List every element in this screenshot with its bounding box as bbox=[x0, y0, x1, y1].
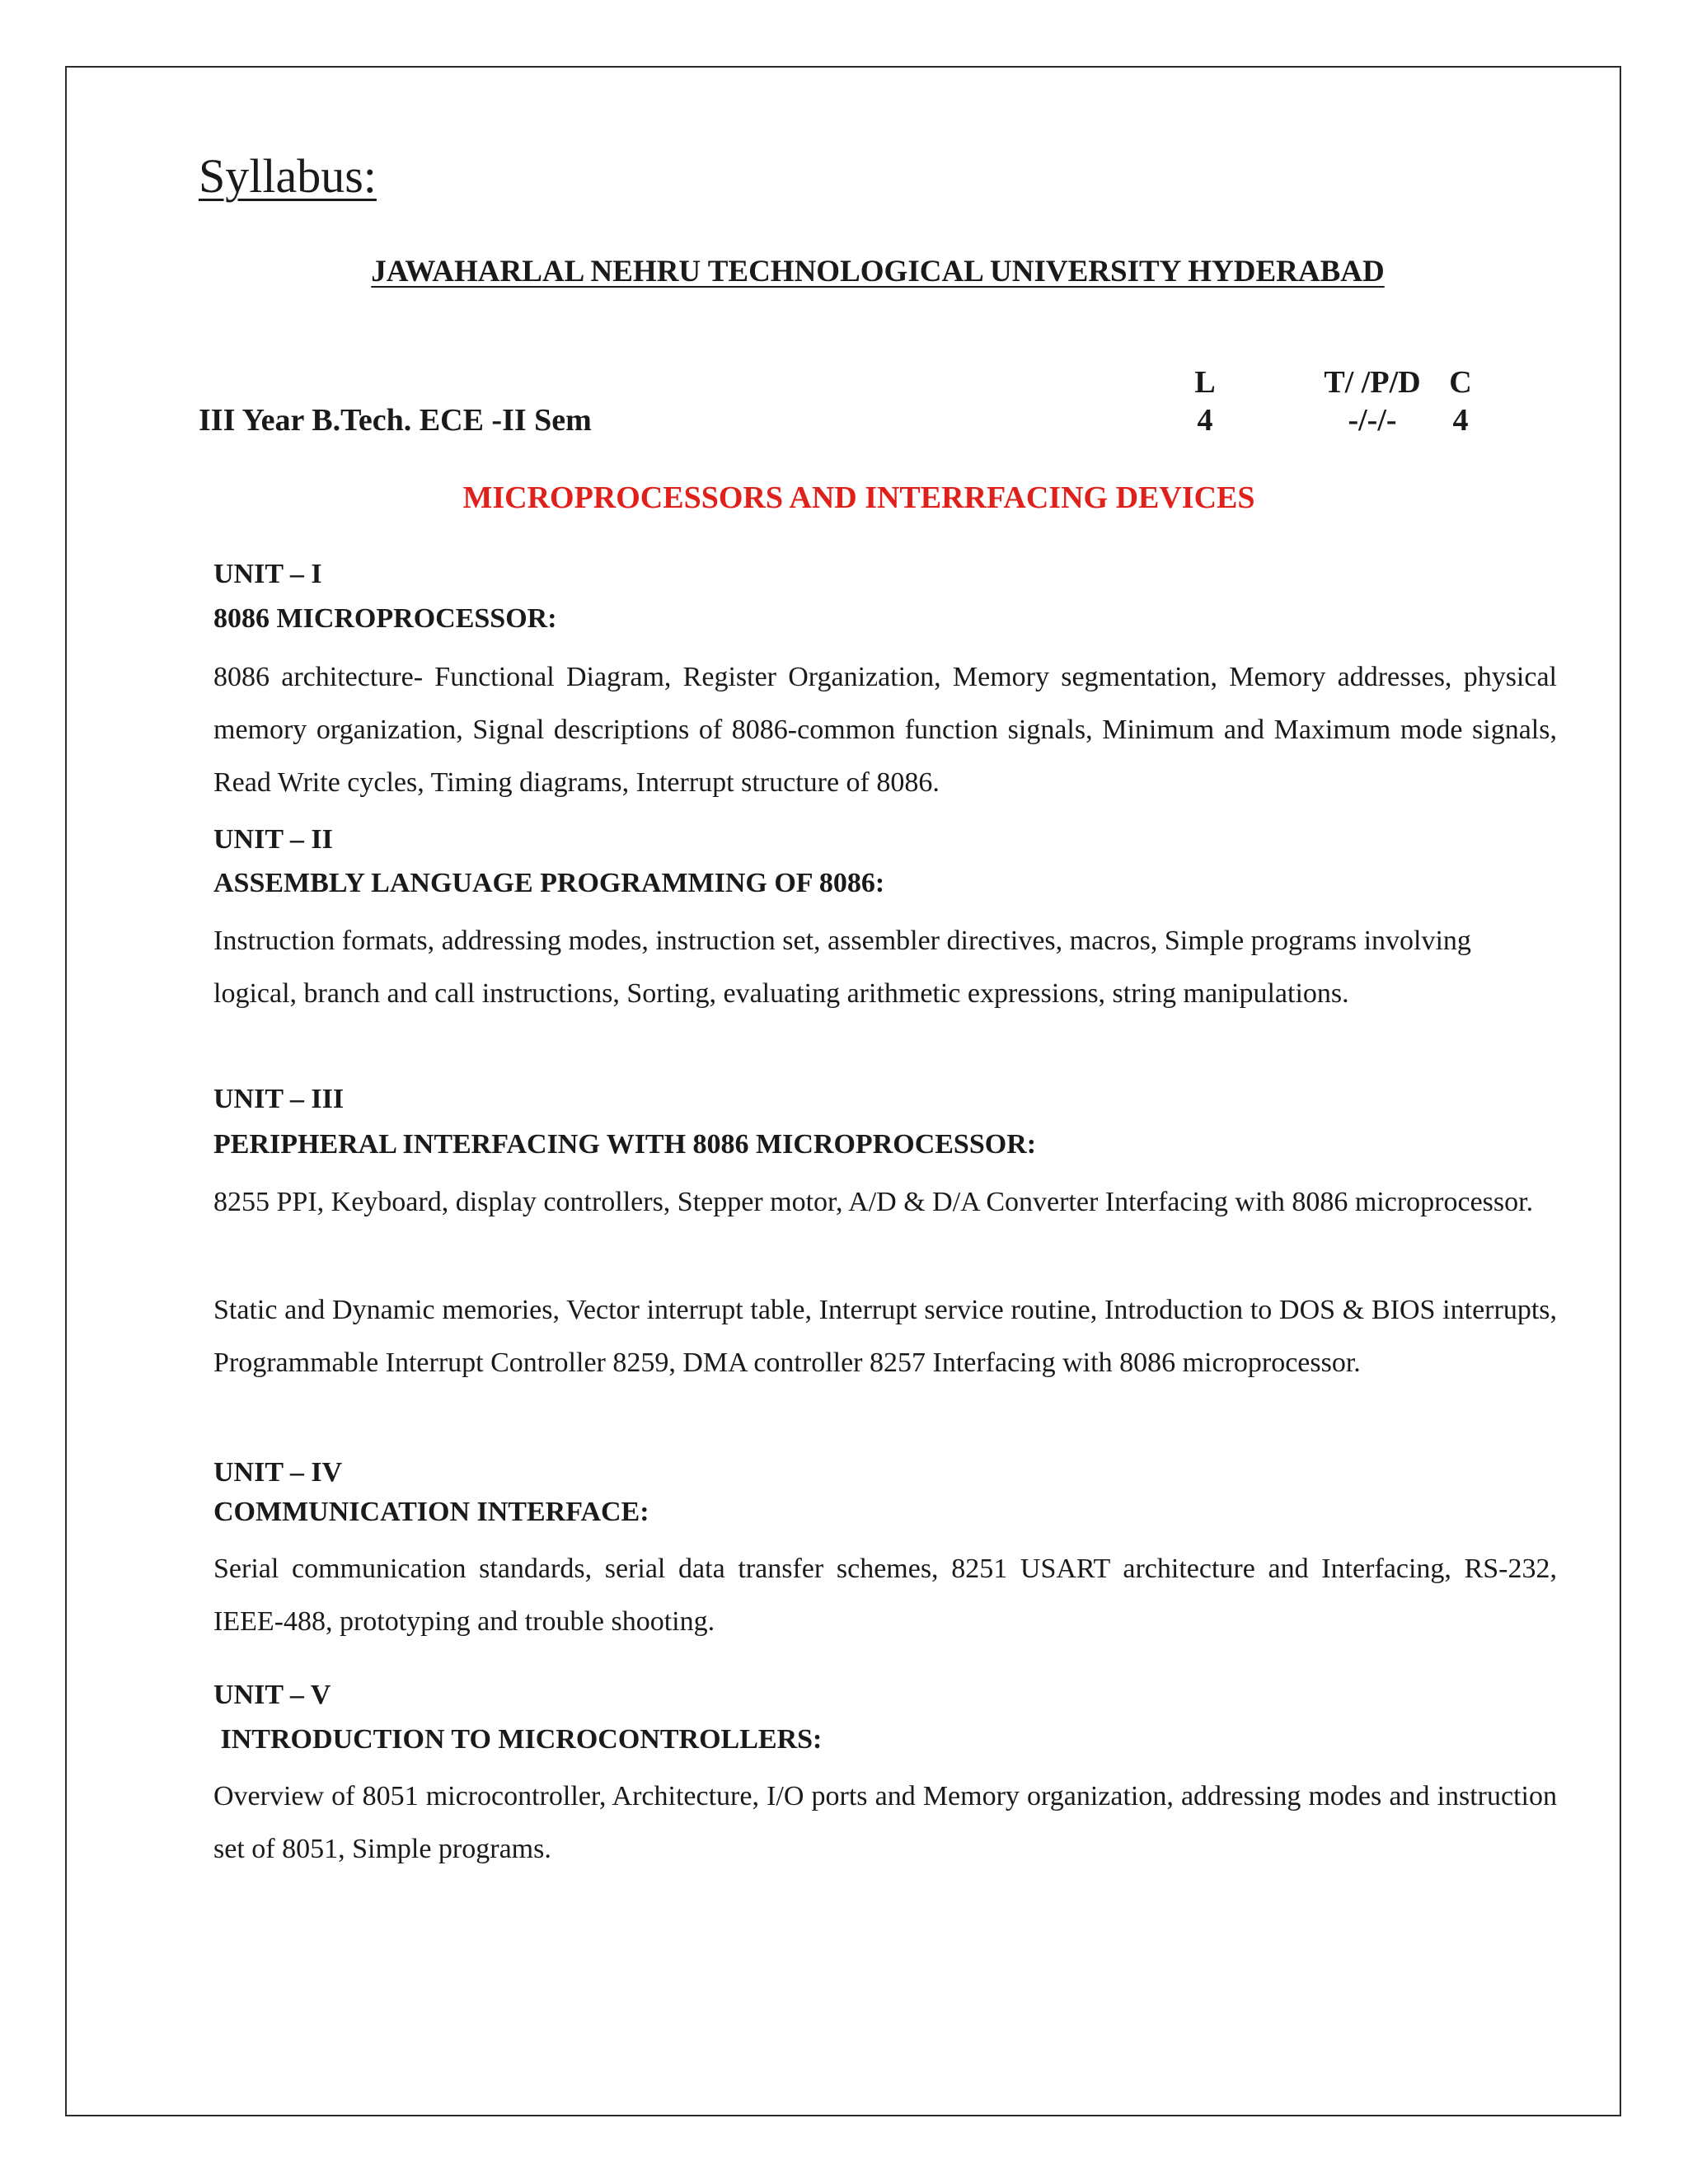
unit-1-label: UNIT – I bbox=[213, 559, 322, 589]
unit-5-label: UNIT – V bbox=[213, 1680, 331, 1710]
unit-4-title: COMMUNICATION INTERFACE: bbox=[213, 1497, 649, 1527]
unit-4-label: UNIT – IV bbox=[213, 1457, 343, 1488]
unit-5-title: INTRODUCTION TO MICROCONTROLLERS: bbox=[213, 1724, 823, 1755]
unit-2-title: ASSEMBLY LANGUAGE PROGRAMMING OF 8086: bbox=[213, 868, 885, 898]
unit-5-description: Overview of 8051 microcontroller, Architecture, I/O ports and Memory organization, addressing modes and instruction set of 8051, Simple programs. bbox=[213, 1781, 1557, 1864]
credit-C-header: C bbox=[1449, 365, 1472, 400]
unit-3-description-2: Static and Dynamic memories, Vector interrupt table, Interrupt service routine, Introduction to DOS & BIOS interrupts, Programmable Interrupt Controller 8259, DMA controller 8257 Interfacing with 8086 microprocessor. bbox=[213, 1295, 1557, 1378]
credit-TPD-header: T/ /P/D bbox=[1324, 365, 1421, 400]
unit-3-label: UNIT – III bbox=[213, 1084, 345, 1114]
page-heading: Syllabus: bbox=[199, 149, 377, 203]
year-semester: III Year B.Tech. ECE -II Sem bbox=[199, 403, 592, 438]
unit-3-title: PERIPHERAL INTERFACING WITH 8086 MICROPROCESSOR: bbox=[213, 1129, 1037, 1160]
university-name: JAWAHARLAL NEHRU TECHNOLOGICAL UNIVERSITY HYDERABAD bbox=[371, 255, 1385, 288]
unit-3-description-1: 8255 PPI, Keyboard, display controllers, Stepper motor, A/D & D/A Converter Interfacing with 8086 microprocessor. bbox=[213, 1187, 1534, 1217]
unit-4-description: Serial communication standards, serial data transfer schemes, 8251 USART architecture and Interfacing, RS-232, IEEE-488, prototyping and trouble shooting. bbox=[213, 1554, 1557, 1637]
unit-2-description: Instruction formats, addressing modes, instruction set, assembler directives, macros, Simple programs involving logical, branch and call instructions, Sorting, evaluating arithmetic expressions, string manipulations. bbox=[213, 926, 1471, 1009]
credit-L-header: L bbox=[1194, 365, 1216, 400]
credit-TPD-value: -/-/- bbox=[1348, 403, 1397, 438]
course-title: MICROPROCESSORS AND INTERRFACING DEVICES bbox=[462, 480, 1255, 515]
credit-C-value: 4 bbox=[1452, 403, 1469, 438]
credit-L-value: 4 bbox=[1197, 403, 1213, 438]
unit-1-title: 8086 MICROPROCESSOR: bbox=[213, 603, 557, 634]
unit-2-label: UNIT – II bbox=[213, 824, 333, 855]
unit-1-description: 8086 architecture- Functional Diagram, Register Organization, Memory segmentation, Memory addresses, physical memory organization, Signal descriptions of 8086-common function signals, Minimum and Maximum mode signals, Read Write cycles, Timing diagrams, Interrupt structure of 8086. bbox=[213, 662, 1557, 798]
